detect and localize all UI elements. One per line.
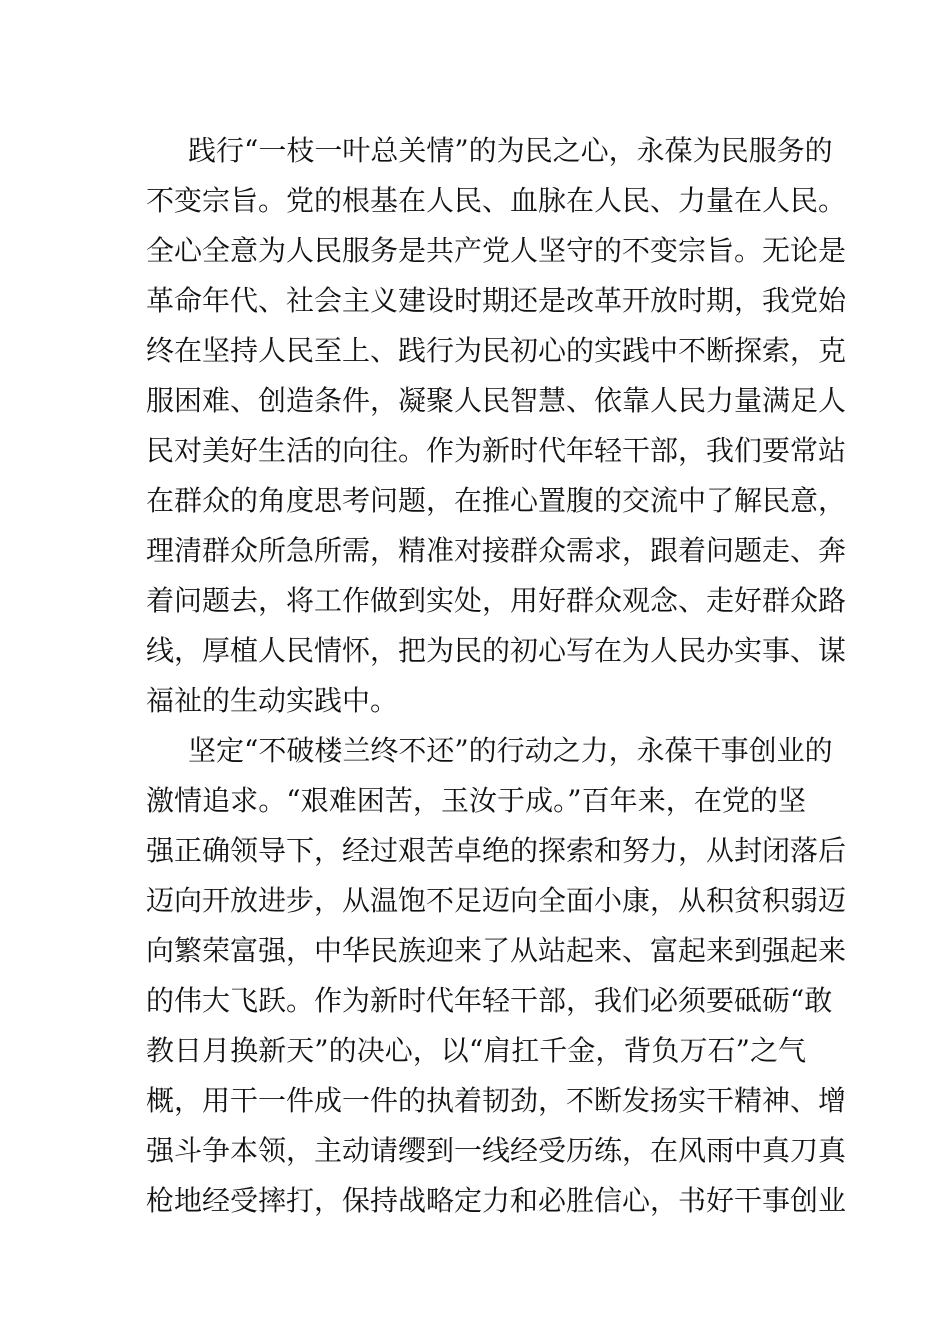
paragraph-2-line-6: 的伟大飞跃。作为新时代年轻干部，我们必须要砥砺“敢	[146, 984, 833, 1017]
paragraph-2-line-2: 激情追求。“艰难困苦，玉汝于成。”百年来，在党的坚	[146, 784, 806, 817]
paragraph-2-line-1: 坚定“不破楼兰终不还”的行动之力，永葆干事创业的	[188, 734, 833, 767]
paragraph-1-line-7: 民对美好生活的向往。作为新时代年轻干部，我们要常站	[146, 434, 847, 467]
paragraph-1-line-8: 在群众的角度思考问题，在推心置腹的交流中了解民意，	[146, 484, 847, 517]
paragraph-2-line-8: 概，用干一件成一件的执着韧劲，不断发扬实干精神、增	[146, 1084, 847, 1117]
paragraph-1-line-9: 理清群众所急所需，精准对接群众需求，跟着问题走、奔	[146, 534, 847, 567]
paragraph-1-line-12: 福祉的生动实践中。	[146, 684, 399, 717]
paragraph-1-line-1: 践行“一枝一叶总关情”的为民之心，永葆为民服务的	[188, 134, 833, 167]
paragraph-1-line-2: 不变宗旨。党的根基在人民、血脉在人民、力量在人民。	[146, 184, 847, 217]
paragraph-1-line-4: 革命年代、社会主义建设时期还是改革开放时期，我党始	[146, 284, 847, 317]
paragraph-2-line-5: 向繁荣富强，中华民族迎来了从站起来、富起来到强起来	[146, 934, 847, 967]
paragraph-1-line-5: 终在坚持人民至上、践行为民初心的实践中不断探索，克	[146, 334, 847, 367]
paragraph-1-line-11: 线，厚植人民情怀，把为民的初心写在为人民办实事、谋	[146, 634, 847, 667]
paragraph-2-line-10: 枪地经受摔打，保持战略定力和必胜信心，书好干事创业	[146, 1184, 847, 1217]
paragraph-2-line-9: 强斗争本领，主动请缨到一线经受历练，在风雨中真刀真	[146, 1134, 847, 1167]
paragraph-1-line-6: 服困难、创造条件，凝聚人民智慧、依靠人民力量满足人	[146, 384, 847, 417]
paragraph-2-line-7: 教日月换新天”的决心，以“肩扛千金，背负万石”之气	[146, 1034, 806, 1067]
paragraph-2-line-4: 迈向开放进步，从温饱不足迈向全面小康，从积贫积弱迈	[146, 884, 847, 917]
paragraph-2-line-3: 强正确领导下，经过艰苦卓绝的探索和努力，从封闭落后	[146, 834, 847, 867]
paragraph-1-line-3: 全心全意为人民服务是共产党人坚守的不变宗旨。无论是	[146, 234, 847, 267]
paragraph-1-line-10: 着问题去，将工作做到实处，用好群众观念、走好群众路	[146, 584, 847, 617]
